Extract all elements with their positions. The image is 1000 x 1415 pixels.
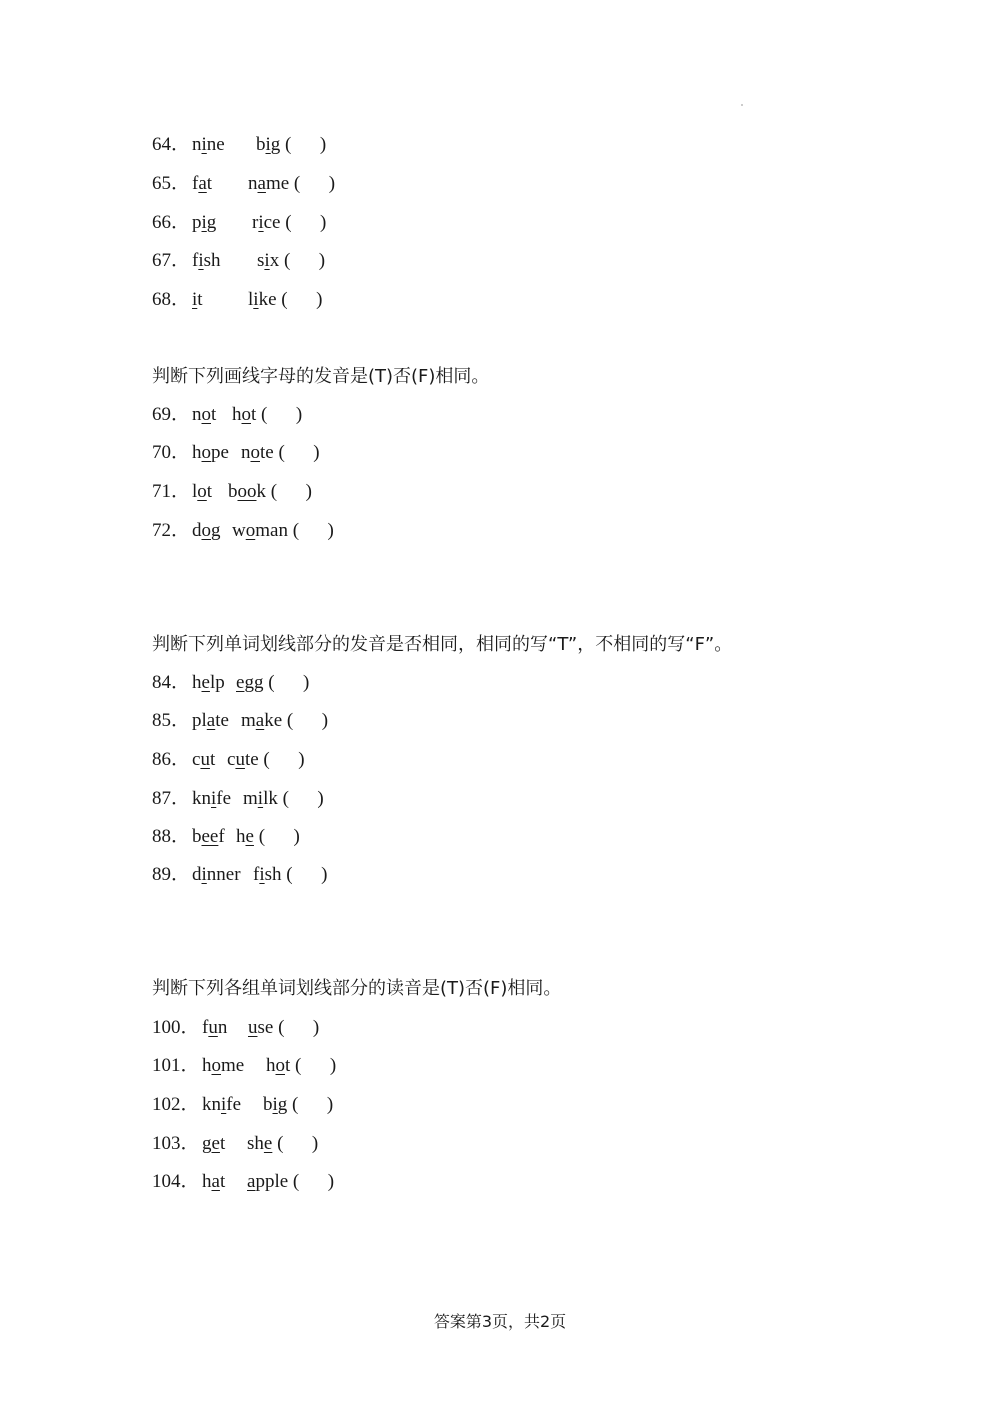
underlined-letters: i: [264, 250, 270, 271]
word-part: g: [270, 134, 281, 155]
word-part: g: [277, 1094, 288, 1115]
word-2: [228, 480, 266, 504]
question-number: 89．: [152, 864, 191, 885]
word-1: [202, 1054, 266, 1078]
underlined-letters: i: [257, 788, 264, 809]
question-number: 102．: [152, 1094, 200, 1115]
underlined-letters: ee: [201, 826, 219, 847]
question-number: 70．: [152, 442, 191, 463]
question-88: [152, 825, 300, 849]
answer-blank: ( ): [283, 250, 326, 271]
question-number: 69．: [152, 404, 191, 425]
word-2: [248, 172, 289, 196]
word-2: [227, 748, 259, 772]
word-1: [192, 133, 256, 157]
underlined-letters: o: [245, 520, 256, 541]
question-number: 87．: [152, 788, 191, 809]
answer-blank: ( ): [263, 749, 305, 770]
word-part: se: [257, 1017, 274, 1038]
question-number: 67．: [152, 250, 191, 271]
underlined-letters: i: [201, 212, 207, 233]
question-85: [152, 709, 328, 733]
word-part: b: [228, 481, 238, 502]
question-66: [152, 211, 326, 235]
word-1: [192, 825, 236, 849]
word-part: ce: [263, 212, 281, 233]
underlined-letters: oo: [237, 481, 257, 502]
question-number: 66．: [152, 212, 191, 233]
word-part: d: [192, 520, 202, 541]
word-part: h: [192, 672, 202, 693]
answer-blank: ( ): [281, 289, 323, 310]
question-number: 103．: [152, 1133, 200, 1154]
answer-blank: ( ): [258, 826, 300, 847]
underlined-letters: i: [265, 134, 271, 155]
word-1: [202, 1132, 247, 1156]
word-1: [192, 863, 253, 887]
word-part: g: [206, 212, 217, 233]
word-1: [192, 403, 232, 427]
underlined-letters: u: [208, 1017, 218, 1038]
word-part: m: [243, 788, 258, 809]
word-part: g: [202, 1133, 212, 1154]
word-2: [232, 403, 256, 427]
word-part: p: [192, 212, 202, 233]
question-number: 86．: [152, 749, 191, 770]
word-part: gg: [244, 672, 264, 693]
word-part: ne: [206, 134, 225, 155]
answer-blank: ( ): [286, 864, 328, 885]
question-number: 88．: [152, 826, 191, 847]
underlined-letters: i: [198, 250, 204, 271]
word-1: [192, 441, 241, 465]
question-86: [152, 748, 305, 772]
question-number: 84．: [152, 672, 191, 693]
question-103: [152, 1132, 318, 1156]
answer-blank: ( ): [261, 404, 303, 425]
section-heading: 判断下列单词划线部分的发音是否相同，相同的写“T”，不相同的写“F”。: [152, 634, 733, 655]
word-part: n: [192, 404, 202, 425]
underlined-letters: o: [275, 1055, 285, 1076]
answer-blank: ( ): [282, 788, 324, 809]
word-part: c: [192, 749, 201, 770]
word-part: n: [217, 1017, 228, 1038]
question-71: [152, 480, 312, 504]
word-1: [192, 709, 241, 733]
word-part: t: [211, 404, 217, 425]
question-72: [152, 519, 334, 543]
question-100: [152, 1016, 319, 1040]
answer-blank: ( ): [278, 1017, 320, 1038]
word-2: [252, 211, 280, 235]
word-part: te: [244, 749, 259, 770]
underlined-letters: i: [201, 864, 207, 885]
underlined-letters: i: [259, 864, 265, 885]
underlined-letters: o: [250, 442, 260, 463]
underlined-letters: o: [211, 1055, 221, 1076]
answer-blank: ( ): [285, 212, 327, 233]
word-part: r: [252, 212, 259, 233]
word-part: fe: [226, 1094, 242, 1115]
underlined-letters: i: [192, 289, 198, 310]
word-part: pl: [192, 710, 207, 731]
word-part: b: [256, 134, 266, 155]
question-65: [152, 172, 335, 196]
word-2: [243, 787, 278, 811]
word-2: [232, 519, 288, 543]
word-part: h: [232, 404, 242, 425]
question-number: 100．: [152, 1017, 200, 1038]
word-2: [247, 1170, 288, 1194]
word-2: [247, 1132, 272, 1156]
word-1: [192, 288, 248, 312]
word-1: [192, 671, 236, 695]
word-2: [241, 709, 282, 733]
word-part: b: [263, 1094, 273, 1115]
word-part: lk: [263, 788, 278, 809]
underlined-letters: i: [253, 289, 259, 310]
word-part: h: [192, 442, 202, 463]
answer-blank: ( ): [286, 710, 329, 731]
word-2: [236, 671, 263, 695]
word-part: h: [266, 1055, 276, 1076]
underlined-letters: a: [198, 173, 207, 194]
word-part: n: [241, 442, 251, 463]
word-part: f: [218, 826, 225, 847]
word-part: f: [192, 250, 199, 271]
answer-blank: ( ): [278, 442, 320, 463]
underlined-letters: e: [201, 672, 210, 693]
underlined-letters: i: [272, 1094, 278, 1115]
word-part: l: [248, 289, 254, 310]
question-69: [152, 403, 302, 427]
word-1: [192, 748, 227, 772]
word-part: c: [227, 749, 236, 770]
question-70: [152, 441, 320, 465]
word-part: pple: [255, 1171, 289, 1192]
word-part: x: [269, 250, 280, 271]
underlined-letters: o: [201, 442, 211, 463]
word-1: [192, 519, 232, 543]
word-1: [192, 480, 228, 504]
answer-blank: ( ): [293, 173, 336, 194]
word-part: h: [236, 826, 246, 847]
answer-blank: ( ): [268, 672, 310, 693]
underlined-letters: o: [197, 481, 207, 502]
word-2: [263, 1093, 287, 1117]
word-2: [248, 1016, 273, 1040]
question-68: [152, 288, 322, 312]
question-number: 72．: [152, 520, 191, 541]
word-part: ke: [264, 710, 283, 731]
question-number: 64．: [152, 134, 191, 155]
question-101: [152, 1054, 336, 1078]
word-2: [257, 249, 279, 273]
question-number: 85．: [152, 710, 191, 731]
word-1: [192, 787, 243, 811]
underlined-letters: i: [201, 134, 207, 155]
word-2: [266, 1054, 290, 1078]
underlined-letters: e: [211, 1133, 220, 1154]
underlined-letters: i: [221, 1094, 227, 1115]
word-2: [256, 133, 280, 157]
word-1: [192, 211, 252, 235]
underlined-letters: a: [206, 710, 216, 731]
word-part: b: [192, 826, 202, 847]
underlined-letters: o: [201, 404, 211, 425]
answer-blank: ( ): [292, 520, 334, 541]
question-number: 65．: [152, 173, 191, 194]
question-89: [152, 863, 327, 887]
word-part: ke: [258, 289, 277, 310]
word-part: f: [202, 1017, 209, 1038]
word-2: [248, 288, 277, 312]
question-number: 104．: [152, 1171, 200, 1192]
word-part: nner: [206, 864, 241, 885]
word-part: l: [192, 481, 198, 502]
question-102: [152, 1093, 333, 1117]
section-heading: 判断下列各组单词划线部分的读音是(T)否(F)相同。: [152, 978, 562, 999]
underlined-letters: i: [211, 788, 217, 809]
word-1: [192, 249, 257, 273]
question-84: [152, 671, 309, 695]
word-1: [202, 1016, 248, 1040]
word-part: sh: [203, 250, 221, 271]
word-2: [236, 825, 254, 849]
word-part: k: [256, 481, 266, 502]
question-64: [152, 133, 326, 157]
word-part: f: [253, 864, 260, 885]
answer-blank: ( ): [292, 1094, 334, 1115]
word-part: s: [257, 250, 265, 271]
answer-blank: ( ): [270, 481, 312, 502]
underlined-letters: i: [258, 212, 264, 233]
word-part: sh: [264, 864, 282, 885]
word-1: [202, 1093, 263, 1117]
underlined-letters: a: [257, 173, 266, 194]
word-part: n: [192, 134, 202, 155]
word-2: [241, 441, 274, 465]
word-part: h: [202, 1171, 212, 1192]
word-1: [202, 1170, 247, 1194]
word-part: h: [202, 1055, 212, 1076]
word-part: me: [265, 173, 290, 194]
word-part: t: [206, 481, 213, 502]
underlined-letters: a: [247, 1171, 256, 1192]
word-part: d: [192, 864, 202, 885]
word-part: lp: [209, 672, 225, 693]
word-part: w: [232, 520, 246, 541]
word-part: m: [241, 710, 256, 731]
answer-blank: ( ): [295, 1055, 337, 1076]
word-part: f: [192, 173, 199, 194]
word-part: t: [209, 749, 216, 770]
question-87: [152, 787, 324, 811]
answer-blank: ( ): [285, 134, 327, 155]
underlined-letters: o: [241, 404, 251, 425]
answer-blank: ( ): [292, 1171, 335, 1192]
word-part: t: [251, 404, 257, 425]
word-part: te: [260, 442, 274, 463]
underlined-letters: u: [248, 1017, 258, 1038]
word-part: sh: [247, 1133, 264, 1154]
word-part: kn: [192, 788, 211, 809]
question-104: [152, 1170, 334, 1194]
page-footer: 答案第3页，共2页: [433, 1312, 567, 1331]
word-part: t: [219, 1171, 226, 1192]
underlined-letters: o: [201, 520, 211, 541]
question-number: 71．: [152, 481, 191, 502]
word-2: [253, 863, 282, 887]
word-part: t: [285, 1055, 291, 1076]
word-part: n: [248, 173, 258, 194]
word-part: me: [221, 1055, 245, 1076]
underlined-letters: u: [200, 749, 210, 770]
underlined-letters: u: [235, 749, 245, 770]
stray-dot: [741, 104, 743, 106]
word-part: t: [219, 1133, 226, 1154]
word-1: [192, 172, 248, 196]
word-part: pe: [211, 442, 229, 463]
section-heading: 判断下列画线字母的发音是(T)否(F)相同。: [152, 366, 490, 387]
word-part: fe: [216, 788, 232, 809]
underlined-letters: a: [211, 1171, 220, 1192]
question-67: [152, 249, 325, 273]
underlined-letters: e: [245, 826, 254, 847]
word-part: t: [197, 289, 203, 310]
answer-blank: ( ): [277, 1133, 319, 1154]
underlined-letters: e: [236, 672, 245, 693]
underlined-letters: e: [263, 1133, 273, 1154]
word-part: t: [206, 173, 213, 194]
underlined-letters: a: [255, 710, 265, 731]
word-part: man: [255, 520, 288, 541]
word-part: g: [211, 520, 221, 541]
question-number: 68．: [152, 289, 191, 310]
word-part: kn: [202, 1094, 221, 1115]
word-part: te: [215, 710, 229, 731]
question-number: 101．: [152, 1055, 200, 1076]
